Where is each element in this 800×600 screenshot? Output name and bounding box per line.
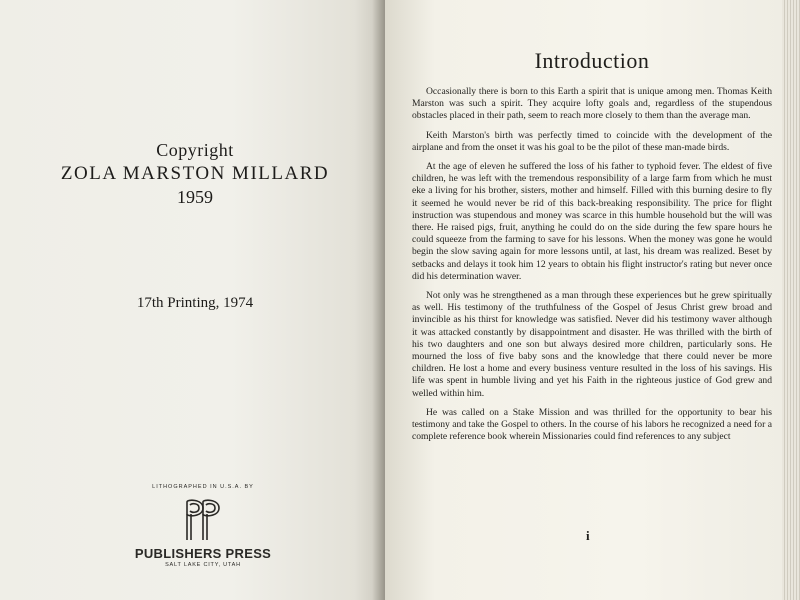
copyright-holder: ZOLA MARSTON MILLARD [60,163,330,184]
intro-paragraph: Keith Marston's birth was perfectly timed to coincide with the development of the airplane and from the onset it was his goal to be the pilot of these man-made birds. [412,129,772,153]
publisher-name: PUBLISHERS PRESS [134,546,272,561]
introduction-section [412,30,772,450]
publisher-city: SALT LAKE CITY, UTAH [165,562,241,568]
copyright-block [60,140,330,208]
printing-info: 17th Printing, 1974 [136,295,254,311]
intro-paragraph: He was called on a Stake Mission and was thrilled for the opportunity to bear his testimony and take the Gospel to others. In the course of his labors he recognized a need for a complete reference book wherein Missionaries could find references to any subject [412,406,772,443]
intro-paragraph: Occasionally there is born to this Earth a spirit that is unique among men. Thomas Keith Marston was such a spirit. They acquire lofty goals and, regardless of the stupendous obstacles placed in their path, seem to reach more closely to them than the average man. [412,86,772,122]
intro-paragraph: Not only was he strengthened as a man through these experiences but he grew spiritually as well. His testimony of the truthfulness of the Gospel of Jesus Christ grew broad and invincible as his thirst for knowledge was satisfied. Never did his testimony waver although it was attacked constantly by disappointment and disaster. He was thrilled with the birth of his two daughters and one son but always desired more children, particularly sons. He mourned the loss of five baby sons and the knowledge that there could never be more children. He lost a home and every business venture resulted in the loss of his savings. His life was spent in humble living and yet his Faith in the righteous justice of God grew and welled within him. [412,290,772,399]
copyright-label: Copyright [156,140,234,160]
intro-paragraph: At the age of eleven he suffered the loss of his father to typhoid fever. The eldest of five children, he was left with the tremendous responsibility of a large farm from which he must eke a living for his brother, sisters, mother and himself. Filled with this burning desire to fly it seemed he would never be rid of this back-breaking responsibility. The price for flight instruction was stupendous and money was scarce in this humble household but the will was there. He raised pigs, fruit, anything he could do on the side during the few spare hours he could squeeze from the farming to save for his lessons. When the money was gone he would begin the slow saving again for more lessons until, at last, his dream was realized. Beset by setbacks and delays it took him 12 years to obtain his flight instructor's rating but never once did his determination waver. [412,161,772,282]
publishers-press-logo-icon [173,496,233,544]
publisher-imprint [118,484,288,568]
page-number: i [586,528,590,543]
lithographed-label: LITHOGRAPHED IN U.S.A. BY [152,484,254,490]
copyright-year: 1959 [177,187,213,207]
page-edges [782,0,800,600]
intro-title: Introduction [534,48,650,73]
left-page [0,0,385,600]
